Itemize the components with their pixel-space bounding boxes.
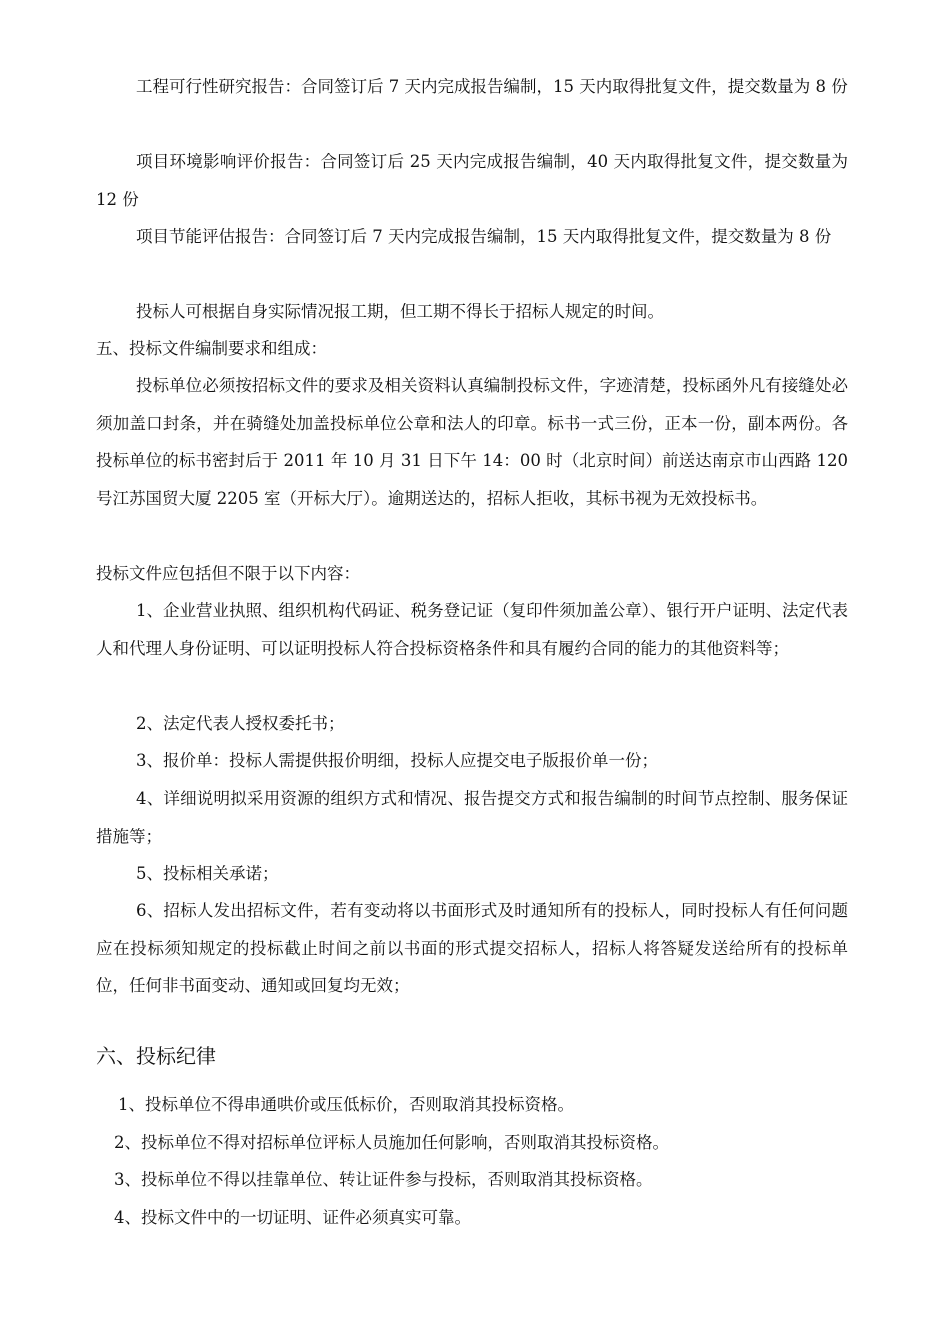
feasibility-report-paragraph: 工程可行性研究报告：合同签订后 7 天内完成报告编制，15 天内取得批复文件，提交数量为 8 份	[136, 77, 848, 96]
discipline-rule-4: 4、投标文件中的一切证明、证件必须真实可靠。	[114, 1208, 471, 1227]
energy-report-paragraph: 项目节能评估报告：合同签订后 7 天内完成报告编制，15 天内取得批复文件，提交数量为 8 份	[136, 227, 832, 246]
contents-item-2: 2、法定代表人授权委托书；	[136, 714, 345, 733]
contents-item-3: 3、报价单：投标人需提供报价明细，投标人应提交电子版报价单一份；	[136, 751, 658, 770]
section-5-heading: 五、投标文件编制要求和组成：	[96, 339, 327, 358]
discipline-rule-1: 1、投标单位不得串通哄价或压低标价，否则取消其投标资格。	[118, 1095, 574, 1114]
section-6-heading: 六、投标纪律	[96, 1044, 216, 1068]
discipline-rule-2: 2、投标单位不得对招标单位评标人员施加任何影响，否则取消其投标资格。	[114, 1133, 669, 1152]
contents-item-1: 1、企业营业执照、组织机构代码证、税务登记证（复印件须加盖公章）、银行开户证明、法定代表人和代理人身份证明、可以证明投标人符合投标资格条件和具有履约合同的能力的其他资料等；	[96, 601, 848, 658]
contents-item-4: 4、详细说明拟采用资源的组织方式和情况、报告提交方式和报告编制的时间节点控制、服务保证措施等；	[96, 789, 848, 846]
contents-item-5: 5、投标相关承诺；	[136, 864, 279, 883]
contents-intro: 投标文件应包括但不限于以下内容：	[96, 564, 360, 583]
environment-report-paragraph: 项目环境影响评价报告：合同签订后 25 天内完成报告编制，40 天内取得批复文件，提交数量为 12 份	[96, 152, 848, 209]
schedule-note-paragraph: 投标人可根据自身实际情况报工期，但工期不得长于招标人规定的时间。	[136, 302, 664, 321]
contents-item-6: 6、招标人发出招标文件，若有变动将以书面形式及时通知所有的投标人，同时投标人有任何问题应在投标须知规定的投标截止时间之前以书面的形式提交招标人，招标人将答疑发送给所有的投标单位，任何非书面变动、通知或回复均无效；	[96, 901, 848, 995]
section-5-body-paragraph: 投标单位必须按招标文件的要求及相关资料认真编制投标文件，字迹清楚，投标函外凡有接缝处必须加盖口封条，并在骑缝处加盖投标单位公章和法人的印章。标书一式三份，正本一份，副本两份。各投标单位的标书密封后于 2011 年 10 月 31 日下午 14：00 时（北京时间）前送达南京市山西路 120 号江苏国贸大厦 2205 室（开标大厅）。逾期送达的，招标人拒收，其标书视为无效投标书。	[96, 376, 848, 508]
discipline-rule-3: 3、投标单位不得以挂靠单位、转让证件参与投标，否则取消其投标资格。	[114, 1170, 653, 1189]
